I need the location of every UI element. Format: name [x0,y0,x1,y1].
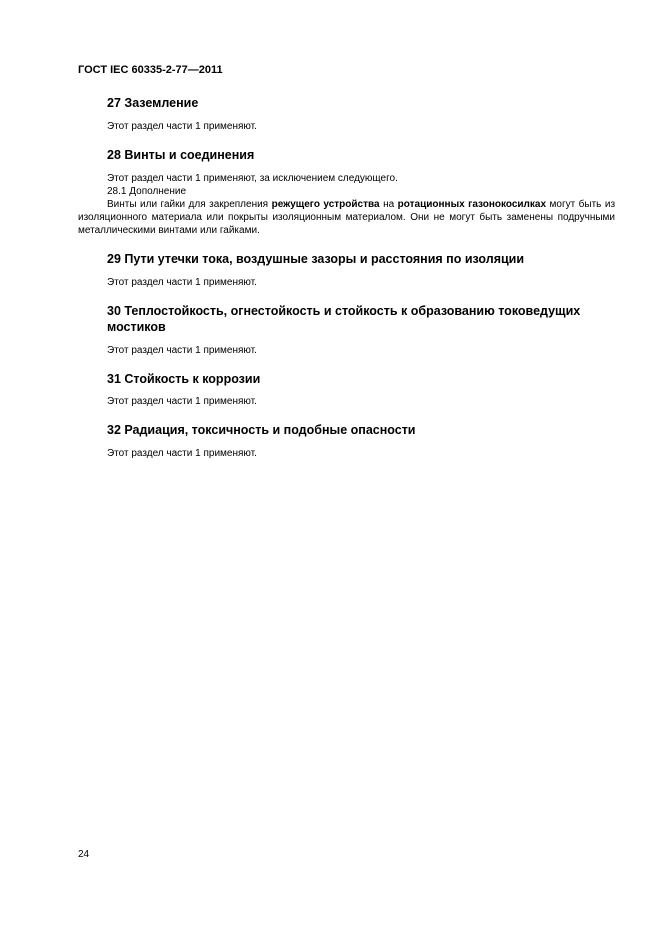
section-28-1-heading: 28.1 Дополнение [107,186,187,197]
section-29-text: Этот раздел части 1 применяют. [107,277,257,288]
section-28-title: 28 Винты и соединения [107,148,255,162]
section-31-text: Этот раздел части 1 применяют. [107,396,257,407]
section-32-text: Этот раздел части 1 применяют. [107,448,257,459]
section-32-title: 32 Радиация, токсичность и подобные опасности [107,423,416,437]
document-header: ГОСТ IEC 60335-2-77—2011 [78,64,223,76]
section-30-text: Этот раздел части 1 применяют. [107,345,257,356]
term-rotary-mowers: ротационных газонокосилках [397,199,547,210]
para-text-1: Винты или гайки для закрепления [107,199,272,210]
section-30-title: 30 Теплостойкость, огнестойкость и стойкость к образованию токоведущих мостиков [107,304,581,334]
section-29-title: 29 Пути утечки тока, воздушные зазоры и расстояния по изоляции [107,252,525,266]
section-27-text: Этот раздел части 1 применяют. [107,121,257,132]
section-31-title: 31 Стойкость к коррозии [107,372,261,386]
para-text-3: могут быть из изоляционного материала или покрыты изоляционным материалом. Они не могут быть заменены подручными металлическими винтами или гайками. [78,199,616,236]
para-text-2: на [379,199,398,210]
page-number: 24 [78,849,90,860]
section-27-title: 27 Заземление [107,96,199,110]
section-28-text: Этот раздел части 1 применяют, за исключением следующего. [107,173,398,184]
term-cutting-device: режущего устройства [271,199,380,210]
section-28-1-paragraph [78,198,615,237]
